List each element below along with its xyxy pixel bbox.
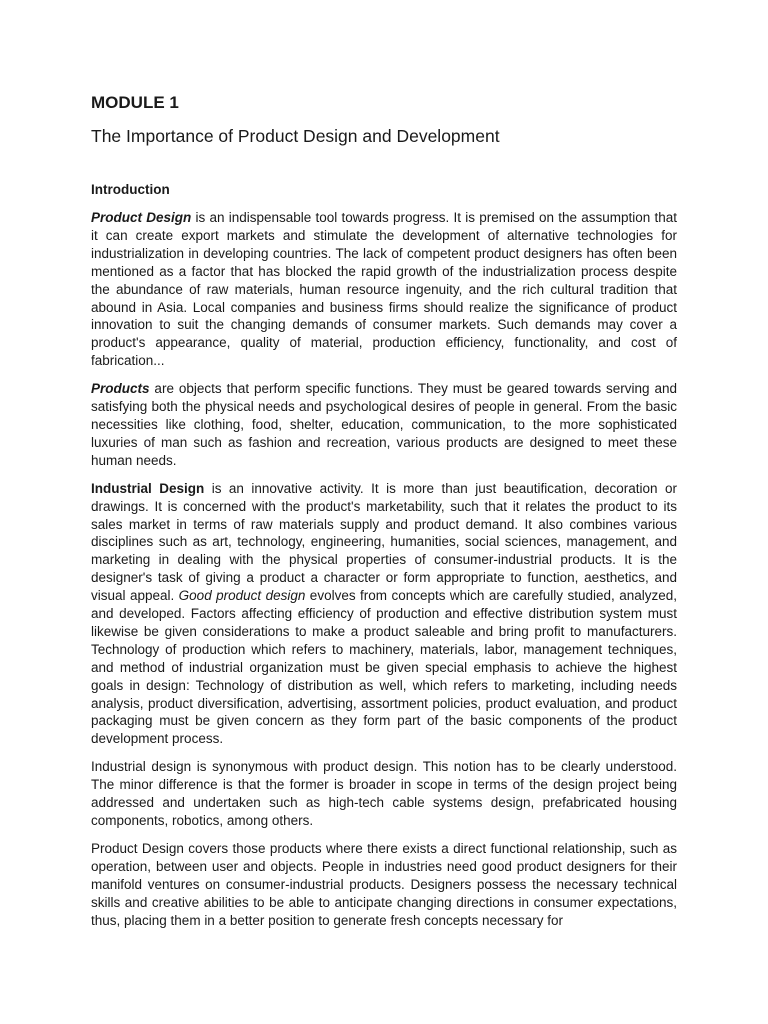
term-industrial-design: Industrial Design bbox=[91, 480, 205, 496]
term-product-design: Product Design bbox=[91, 210, 192, 225]
paragraph-product-design bbox=[91, 209, 677, 370]
section-heading-introduction: Introduction bbox=[91, 182, 170, 197]
paragraph-text: Product Design covers those products where there exists a direct functional relationship, such as operation, between user and objects. People in industries need good product designers for their manifold ventures on consumer-industrial products. Designers possess the necessary technical skills and creative abilities to be able to anticipate changing directions in consumer expectations, thus, placing them in a better position to generate fresh concepts necessary for bbox=[91, 840, 677, 928]
paragraph-text: is an innovative activity. It is more than just beautification, decoration or drawings. It is concerned with the product's marketability, such that it relates the product to its sales market in terms of raw materials supply and product demand. It also combines various disciplines such as art, technology, engineering, humanities, social sciences, management, and marketing in dealing with the physical properties of consumer-industrial products. It is the designer's task of giving a product a character or form appropriate to function, aesthetics, and visual appeal. bbox=[91, 480, 677, 604]
document-title: The Importance of Product Design and Development bbox=[91, 126, 500, 146]
paragraph-text: are objects that perform specific functions. They must be geared towards serving and satisfying both the physical needs and psychological desires of people in general. From the basic necessities like clothing, food, shelter, education, communication, to the more sophisticated luxuries of man such as fashion and recreation, various products are designed to meet these human needs. bbox=[91, 381, 677, 468]
paragraph-synonymous bbox=[91, 758, 677, 830]
module-label: MODULE 1 bbox=[91, 93, 179, 112]
paragraph-text: Industrial design is synonymous with product design. This notion has to be clearly understood. The minor difference is that the former is broader in scope in terms of the design project being addressed and undertaken such as high-tech cable systems design, prefabricated housing components, robotics, among others. bbox=[91, 759, 677, 828]
paragraph-product-design-covers bbox=[91, 840, 677, 930]
paragraph-text: is an indispensable tool towards progress. It is premised on the assumption that it can create export markets and stimulate the development of alternative technologies for industrialization in developing countries. The lack of competent product designers has often been mentioned as a factor that has blocked the rapid growth of the industrialization process despite the abundance of raw materials, human resource ingenuity, and the rich cultural tradition that abound in Asia. Local companies and business firms should realize the significance of product innovation to suit the changing demands of consumer markets. Such demands may cover a product's appearance, quality of material, production efficiency, functionality, and cost of fabrication... bbox=[91, 210, 677, 369]
paragraph-products bbox=[91, 380, 677, 470]
paragraph-text: evolves from concepts which are carefully studied, analyzed, and developed. Factors affecting efficiency of production and effective distribution system must likewise be given considerations to make a product saleable and bring profit to manufacturers. Technology of production which refers to machinery, materials, labor, management techniques, and method of industrial organization must be given special emphasis to achieve the highest goals in design: Technology of distribution as well, which refers to marketing, including needs analysis, product diversification, advertising, assortment policies, product evaluation, and product packaging must be given concern as they form part of the basic components of the product development process. bbox=[91, 588, 677, 747]
paragraph-industrial-design bbox=[91, 480, 677, 749]
term-products: Products bbox=[91, 381, 150, 397]
document-content bbox=[91, 92, 677, 929]
emphasis-good-product-design: Good product design bbox=[178, 588, 306, 604]
